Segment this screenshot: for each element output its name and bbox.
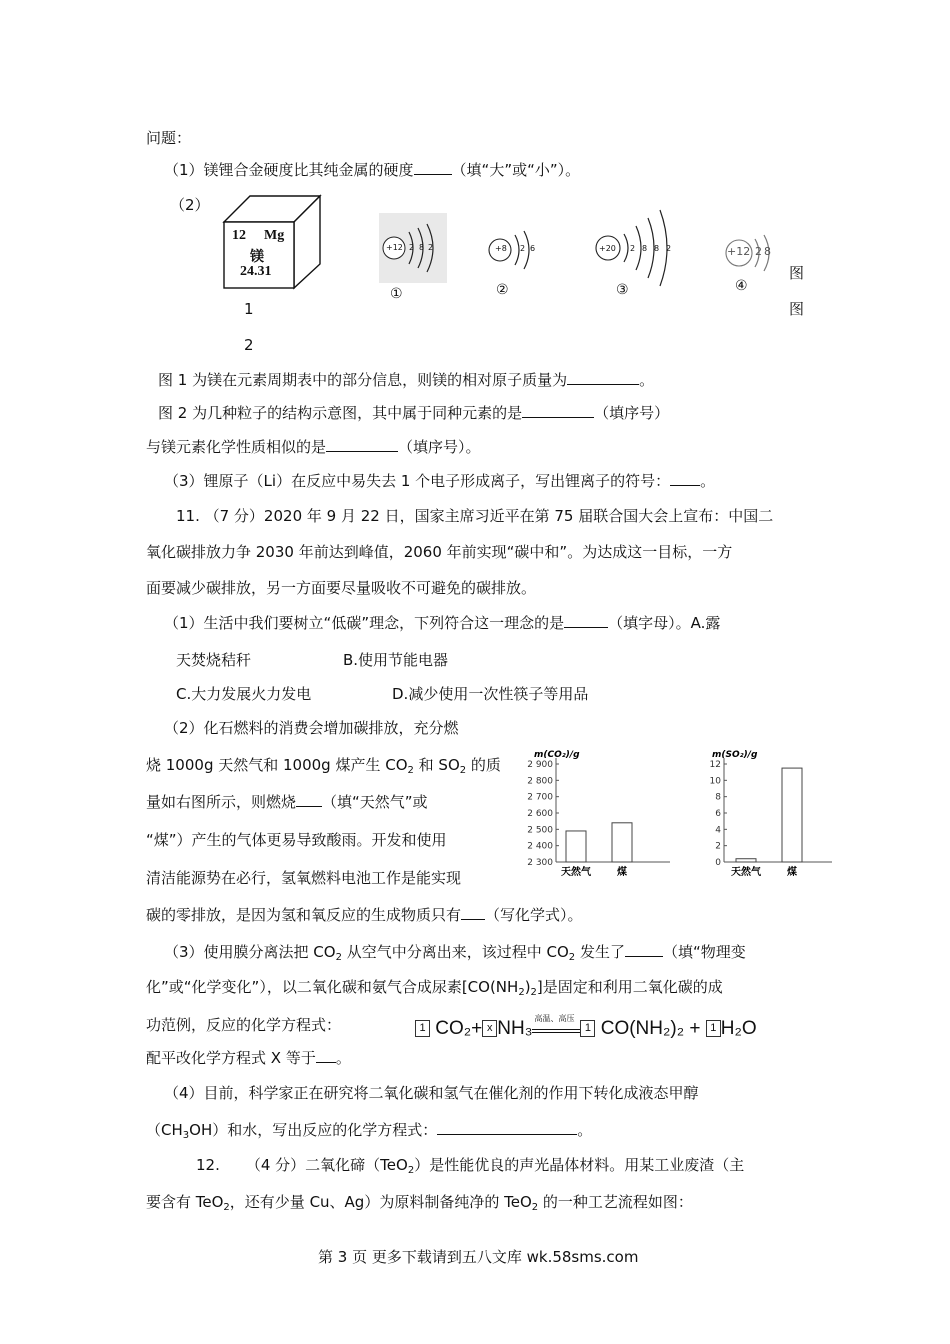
- answer-blank[interactable]: [316, 1048, 336, 1063]
- chart-bar: [612, 823, 632, 862]
- atom-1-nucleus: +12: [386, 243, 403, 252]
- reaction-condition: 高温、高压: [534, 1013, 575, 1023]
- chart-x-tick-label: 煤: [617, 867, 627, 878]
- atom-3-shell: 8: [642, 244, 648, 253]
- text: 12.: [196, 1156, 220, 1174]
- similar-question-text: 与镁元素化学性质相似的是: [146, 438, 327, 456]
- chart-y-tick-label: 2 600: [527, 809, 553, 819]
- atom-1-shell: 2: [428, 243, 434, 252]
- atom-4-shell: 2: [755, 245, 762, 258]
- q12-line-2: [146, 1192, 693, 1218]
- chart-y-tick-label: 2 900: [527, 760, 553, 770]
- subscript: 2: [459, 765, 467, 776]
- q11-4-line-2: [146, 1120, 592, 1146]
- text: 从空气中分离出来，该过程中 CO: [341, 943, 569, 961]
- q11-2-line-5: 清洁能源势在必行，氢氧燃料电池工作是能实现: [146, 869, 462, 887]
- fig1-question: [158, 370, 654, 390]
- answer-blank[interactable]: [522, 403, 594, 418]
- q11-3-line-4: [146, 1048, 351, 1068]
- element-number: 12: [232, 228, 246, 243]
- fig2-label-2: 图: [789, 300, 805, 318]
- coefficient-box: 1: [706, 1020, 721, 1037]
- text: （CH: [146, 1121, 183, 1139]
- reaction-arrow: [532, 1013, 580, 1039]
- subscript: 2: [407, 1165, 415, 1176]
- chart-y-tick-label: 2 400: [527, 841, 553, 852]
- text: 要含有 TeO: [146, 1193, 224, 1211]
- q11-title-line-2: 氧化碳排放力争 2030 年前达到峰值，2060 年前实现“碳中和”。为达成这一目标，一方: [146, 543, 733, 561]
- answer-blank[interactable]: [564, 613, 608, 628]
- q11-title-line-1: 11. （7 分）2020 年 9 月 22 日，国家主席习近平在第 75 届联合国大会上宣布：中国二: [176, 507, 774, 525]
- text: （3）使用膜分离法把 CO: [164, 943, 336, 961]
- text: 化”或“化学变化”），以二氧化碳和氨气合成尿素[CO(NH: [146, 978, 519, 996]
- option-c: C.大力发展火力发电: [176, 685, 312, 703]
- chart-bar: [736, 859, 756, 862]
- chart-bar: [566, 831, 586, 862]
- q11-4-line-1: （4）目前，科学家正在研究将二氧化碳和氢气在催化剂的作用下转化成液态甲醇: [164, 1084, 699, 1102]
- q10-3-end: 。: [700, 472, 716, 490]
- option-a-cont: 天焚烧秸秆: [176, 651, 252, 669]
- subscript: 2: [335, 952, 342, 963]
- q10-3: [164, 471, 715, 491]
- atom-1-shell: 2: [409, 243, 415, 252]
- text: 的质: [466, 756, 501, 774]
- q11-2-line-6: [146, 905, 583, 925]
- q11-1: [164, 613, 720, 633]
- q11-title-line-3: 面要减少碳排放，另一方面要尽量吸收不可避免的碳排放。: [146, 579, 537, 597]
- coefficient-box: 1: [415, 1020, 430, 1037]
- chart-ylabel: m(CO₂)/g: [534, 750, 580, 760]
- q11-1-end: （填字母）。A.露: [608, 614, 721, 632]
- atom-2-marker: ②: [496, 282, 509, 298]
- fig2-label-1: 图: [789, 264, 805, 282]
- q10-1: [164, 160, 580, 180]
- similar-question: [146, 437, 481, 457]
- coefficient-x-box: x: [482, 1020, 497, 1037]
- answer-blank[interactable]: [296, 792, 322, 807]
- text: （4 分）二氧化碲（TeO: [245, 1156, 408, 1174]
- fig1-question-end: 。: [639, 371, 655, 389]
- answer-blank[interactable]: [567, 370, 639, 385]
- coefficient-box: 1: [580, 1020, 595, 1037]
- text: 烧 1000g 天然气和 1000g 煤产生 CO: [146, 756, 408, 774]
- subscript: 2: [223, 1202, 230, 1213]
- fig2-question-text: 图 2 为几种粒子的结构示意图，其中属于同种元素的是: [158, 404, 523, 422]
- chart-y-tick-label: 2: [715, 841, 721, 852]
- chart-y-tick-label: 8: [715, 792, 721, 803]
- q11-3-line-2: [146, 977, 723, 1003]
- co2-formula: CO₂+: [435, 1018, 483, 1039]
- atom-4-nucleus: +12: [727, 245, 751, 258]
- atom-2-shell: 6: [530, 244, 536, 253]
- chart-y-tick-label: 6: [715, 809, 721, 819]
- nh3-formula: NH₃: [497, 1018, 533, 1039]
- atom-2-shell: 2: [520, 244, 526, 253]
- chart-x-tick-label: 天然气: [561, 867, 591, 878]
- atom-2-nucleus: +8: [495, 244, 507, 253]
- text: 。: [335, 1049, 351, 1067]
- text: ）是性能优良的声光晶体材料。用某工业废渣（主: [414, 1156, 745, 1174]
- fig2-question: [158, 403, 669, 423]
- so2-bar-chart: [700, 748, 840, 880]
- q11-3-line-1: [164, 942, 746, 968]
- chart-y-tick-label: 4: [715, 825, 721, 836]
- text: ]是固定和利用二氧化碳的成: [536, 978, 723, 996]
- q11-1-text: （1）生活中我们要树立“低碳”理念，下列符合这一理念的是: [164, 614, 565, 632]
- subscript: 2: [530, 987, 537, 998]
- urea-formula: CO(NH₂)₂ +: [600, 1018, 701, 1039]
- urea-equation: [415, 1013, 757, 1040]
- text: （填“天然气”或: [322, 793, 428, 811]
- chart-y-tick-label: 0: [715, 858, 721, 868]
- text: （填“物理变: [662, 943, 746, 961]
- chart-y-tick-label: 2 500: [527, 825, 553, 836]
- atom-3-shell: 2: [630, 244, 636, 253]
- element-name: 镁: [250, 249, 264, 265]
- atom-3-marker: ③: [616, 282, 629, 298]
- water-formula: H₂O: [720, 1018, 757, 1039]
- atom-3-shell: 8: [654, 244, 660, 253]
- text: 配平改化学方程式 X 等于: [146, 1049, 316, 1067]
- answer-blank[interactable]: [625, 942, 663, 957]
- element-symbol: Mg: [264, 228, 285, 243]
- answer-blank[interactable]: [670, 471, 700, 486]
- chart-y-tick-label: 2 700: [527, 792, 553, 803]
- answer-blank[interactable]: [414, 160, 452, 175]
- q10-1-text: （1）镁锂合金硬度比其纯金属的硬度: [164, 161, 414, 179]
- text: 和 SO: [413, 756, 460, 774]
- atom-3-nucleus: +20: [599, 244, 616, 253]
- intro-text: 问题：: [146, 129, 192, 147]
- page-footer: 第 3 页 更多下载请到五八文库 wk.58sms.com: [318, 1248, 639, 1266]
- fig1-label-2: 2: [244, 336, 254, 354]
- text: 碳的零排放，是因为氢和氧反应的生成物质只有: [146, 906, 462, 924]
- co2-bar-chart: [500, 748, 680, 880]
- atom-4-shell: 8: [764, 245, 771, 258]
- chart-y-tick-label: 2 300: [527, 858, 553, 868]
- chart-y-tick-label: 10: [709, 776, 721, 787]
- subscript: 2: [531, 1202, 539, 1213]
- chart-x-tick-label: 煤: [787, 867, 797, 878]
- fig2-question-end: （填序号）: [594, 404, 670, 422]
- subscript: 2: [407, 765, 414, 776]
- answer-blank[interactable]: [437, 1120, 577, 1135]
- atom-1-shell: 8: [419, 243, 425, 252]
- subscript: 3: [182, 1130, 190, 1141]
- option-b: B.使用节能电器: [343, 651, 449, 669]
- atom-3-shell: 2: [666, 244, 672, 253]
- q10-2-label: （2）: [170, 196, 210, 214]
- chart-x-tick-label: 天然气: [731, 867, 761, 878]
- chart-y-tick-label: 2 800: [527, 776, 553, 787]
- text: （写化学式）。: [485, 906, 583, 924]
- q10-3-text: （3）锂原子（Li）在反应中易失去 1 个电子形成离子，写出锂离子的符号：: [164, 472, 671, 490]
- subscript: 2: [568, 952, 576, 963]
- chart-ylabel: m(SO₂)/g: [712, 750, 758, 760]
- element-mass: 24.31: [240, 264, 272, 279]
- text: ，还有少量 Cu、Ag）为原料制备纯净的 TeO: [229, 1193, 532, 1211]
- q11-2-line-2: [146, 755, 501, 781]
- option-d: D.减少使用一次性筷子等用品: [392, 685, 589, 703]
- text: ): [524, 978, 531, 996]
- atom-1-marker: ①: [390, 286, 403, 302]
- similar-question-end: （填序号）。: [398, 438, 481, 456]
- q11-2-line-1: （2）化石燃料的消费会增加碳排放，充分燃: [164, 719, 459, 737]
- atom-4-marker: ④: [735, 278, 748, 294]
- answer-blank[interactable]: [461, 905, 485, 920]
- subscript: 2: [518, 987, 525, 998]
- text: 的一种工艺流程如图：: [538, 1193, 693, 1211]
- answer-blank[interactable]: [326, 437, 398, 452]
- fig1-question-text: 图 1 为镁在元素周期表中的部分信息，则镁的相对原子质量为: [158, 371, 568, 389]
- chart-bar: [782, 768, 802, 862]
- q12-line-1: [196, 1155, 744, 1181]
- chart-y-tick-label: 12: [709, 760, 721, 770]
- q11-3-line-3: 功范例，反应的化学方程式：: [146, 1016, 342, 1034]
- text: OH）和水，写出反应的化学方程式：: [189, 1121, 438, 1139]
- q11-2-line-3: [146, 792, 428, 812]
- text: 发生了: [575, 943, 625, 961]
- fig1-label-1: 1: [244, 300, 254, 318]
- q11-2-line-4: “煤”）产生的气体更易导致酸雨。开发和使用: [146, 831, 447, 849]
- text: 量如右图所示，则燃烧: [146, 793, 297, 811]
- text: 。: [577, 1121, 593, 1139]
- q10-1-hint: （填“大”或“小”）。: [451, 161, 581, 179]
